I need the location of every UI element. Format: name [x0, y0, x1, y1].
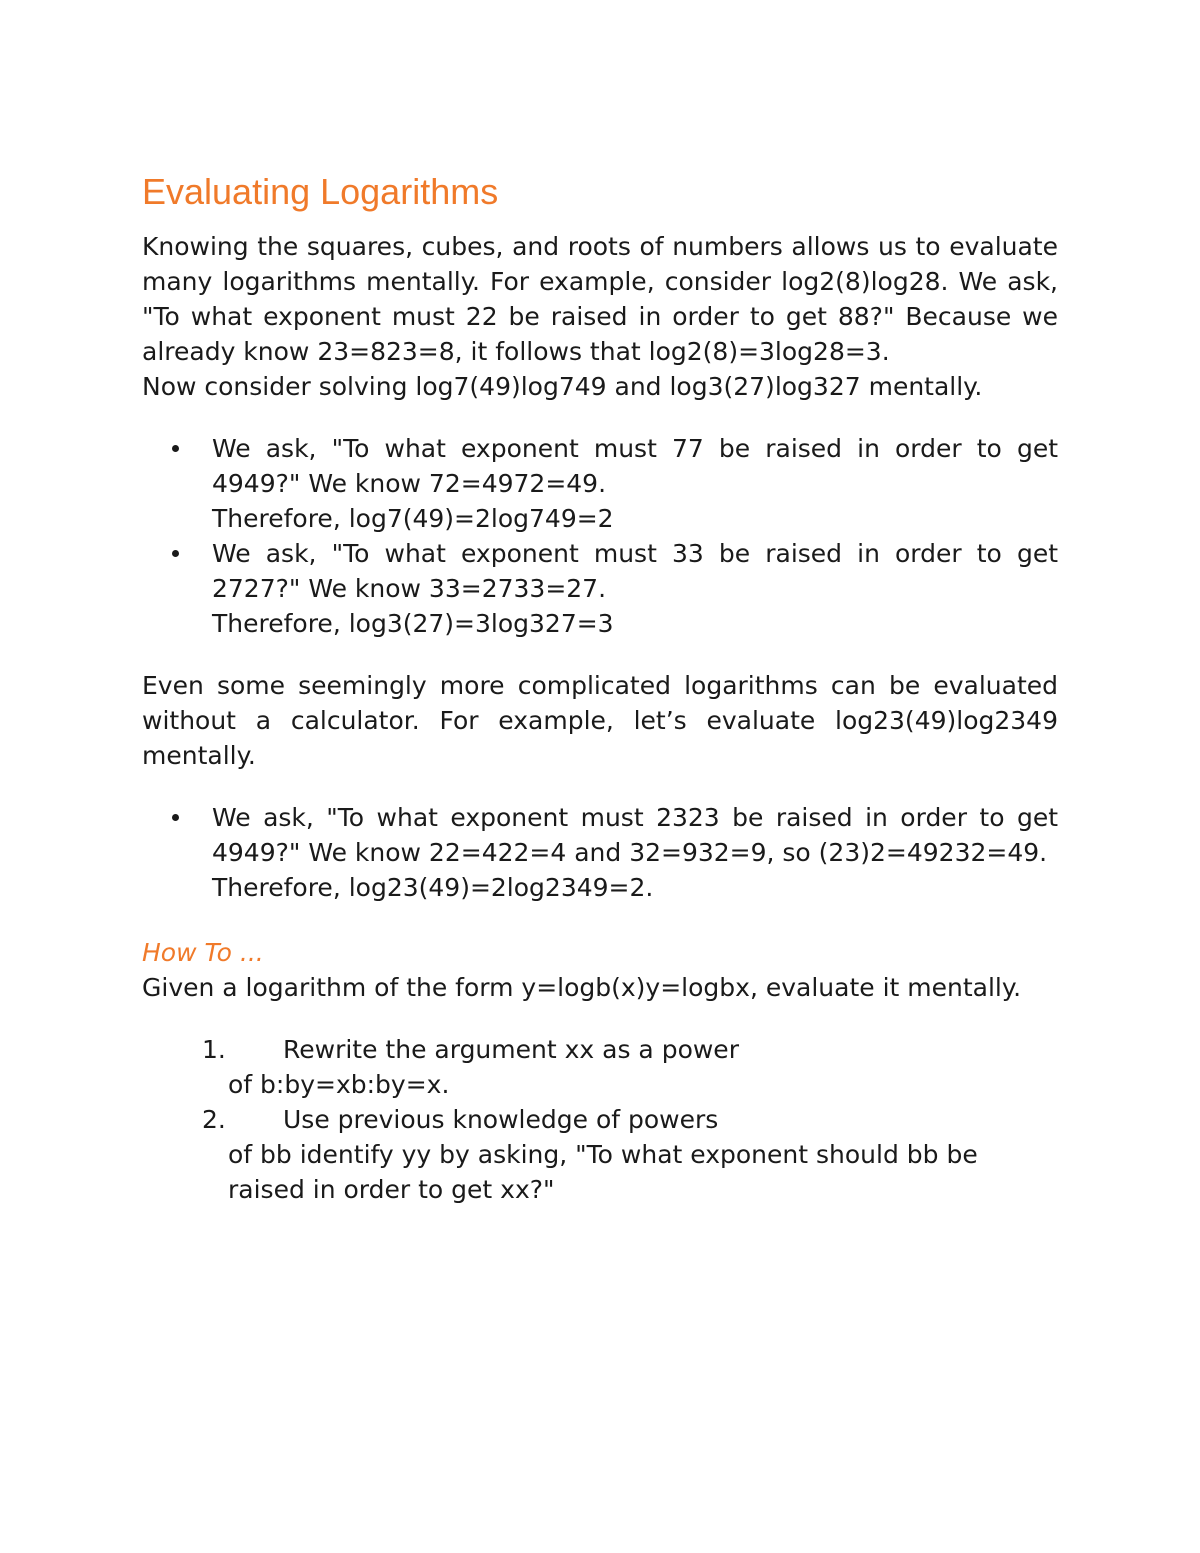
list-item-conclusion: Therefore, log23(49)=2log2349=2.: [212, 873, 654, 903]
document-page: [142, 170, 1058, 1207]
intro-paragraph-2: Now consider solving log7(49)log749 and log3(27)log327 mentally.: [142, 372, 983, 402]
list-item: [212, 800, 1058, 905]
list-item-text: We ask, "To what exponent must 77 be raised in order to get 4949?" We know 72=4972=49.: [212, 434, 1058, 499]
bullet-icon: [172, 550, 179, 557]
list-item-text: We ask, "To what exponent must 2323 be raised in order to get 4949?" We know 22=422=4 and 32=932=9, so (23)2=49232=49.: [212, 803, 1058, 868]
step-number: 2.: [202, 1105, 226, 1135]
step-item: [142, 1032, 1058, 1102]
list-item: [212, 431, 1058, 536]
step-first-line: Use previous knowledge of powers: [283, 1105, 719, 1135]
complex-example-paragraph: Even some seemingly more complicated logarithms can be evaluated without a calculator. For example, let’s evaluate log23(49)log2349 mentally.: [142, 671, 1058, 771]
howto-steps: [142, 1032, 1058, 1207]
page-title: Evaluating Logarithms: [142, 171, 499, 212]
intro-paragraph: Knowing the squares, cubes, and roots of numbers allows us to evaluate many logarithms mentally. For example, consider log2(8)log28. We ask, "To what exponent must 22 be raised in order to get 88?" Because we already know 23=823=8, it follows that log2(8)=3log28=3.: [142, 232, 1058, 367]
list-item-text: We ask, "To what exponent must 33 be raised in order to get 2727?" We know 33=2733=27.: [212, 539, 1058, 604]
bullet-icon: [172, 445, 179, 452]
bullet-icon: [172, 814, 179, 821]
list-item: [212, 536, 1058, 641]
howto-heading: How To ...: [142, 938, 264, 968]
example-list-1: [142, 431, 1058, 641]
step-first-line: Rewrite the argument xx as a power: [283, 1035, 739, 1065]
list-item-conclusion: Therefore, log7(49)=2log749=2: [212, 504, 614, 534]
howto-text: Given a logarithm of the form y=logb(x)y=logbx, evaluate it mentally.: [142, 973, 1022, 1003]
list-item-conclusion: Therefore, log3(27)=3log327=3: [212, 609, 614, 639]
step-rest: of b:by=xb:by=x.: [228, 1070, 450, 1100]
step-item: [142, 1102, 1058, 1207]
example-list-2: [142, 800, 1058, 905]
step-number: 1.: [202, 1035, 226, 1065]
step-rest: of bb identify yy by asking, "To what exponent should bb be raised in order to get xx?": [228, 1140, 978, 1205]
